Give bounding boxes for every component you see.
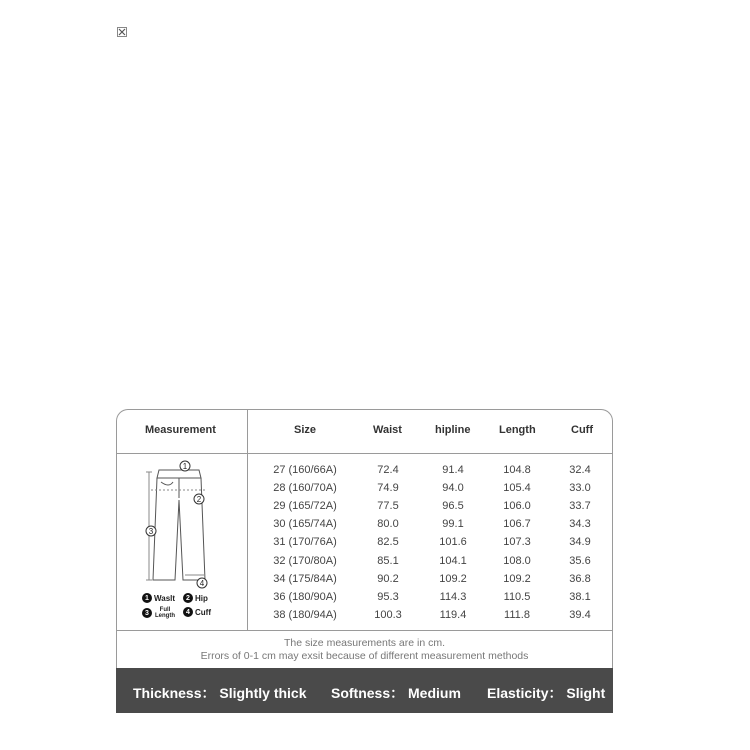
size-cell: 34 (175/84A): [273, 572, 337, 585]
header-hipline: hipline: [435, 424, 471, 436]
broken-image-icon: [117, 27, 127, 37]
header-cuff: Cuff: [571, 424, 593, 436]
legend-hip: 2 Hip: [183, 593, 208, 603]
value-cell: 96.5: [442, 500, 464, 513]
value-cell: 101.6: [439, 536, 467, 549]
legend-waist: 1 Waslt: [142, 593, 175, 603]
value-cell: 105.4: [503, 482, 531, 495]
value-cell: 100.3: [374, 608, 402, 621]
value-cell: 91.4: [442, 464, 464, 476]
size-cell: 30 (165/74A): [273, 518, 337, 531]
size-cell: 28 (160/70A): [273, 482, 337, 495]
value-cell: 109.2: [439, 572, 467, 585]
size-cell: 27 (160/66A): [273, 464, 337, 476]
value-cell: 33.7: [569, 500, 591, 513]
value-cell: 110.5: [503, 590, 531, 603]
legend-cuff: 4 Cuff: [183, 607, 211, 617]
note-units: The size measurements are in cm.: [283, 637, 446, 649]
value-cell: 39.4: [569, 608, 591, 621]
size-cell: 36 (180/90A): [273, 590, 337, 603]
value-cell: 34.9: [569, 536, 591, 549]
value-cell: 74.9: [377, 482, 399, 495]
softness-attr: Softness： Medium: [331, 685, 461, 701]
marker-3: 3: [148, 527, 154, 536]
header-measurement: Measurement: [145, 424, 216, 436]
size-chart: [116, 409, 613, 713]
legend-full-length: 3 Full Length: [142, 607, 176, 619]
value-cell: 111.8: [504, 608, 530, 621]
thickness-attr: Thickness： Slightly thick: [133, 685, 307, 701]
header-divider: [117, 453, 612, 454]
size-table: [116, 409, 613, 668]
value-cell: 77.5: [377, 500, 399, 513]
value-cell: 80.0: [377, 518, 399, 531]
size-cell: 31 (170/76A): [273, 536, 337, 549]
notes-divider: [117, 630, 612, 631]
header-length: Length: [499, 424, 536, 436]
note-errors: Errors of 0-1 cm may exsit because of different measurement methods: [200, 650, 529, 662]
size-cell: 29 (165/72A): [273, 500, 337, 513]
value-cell: 85.1: [377, 554, 399, 567]
value-cell: 36.8: [569, 572, 591, 585]
value-cell: 114.3: [439, 590, 467, 603]
value-cell: 106.0: [503, 500, 531, 513]
marker-4: 4: [199, 579, 205, 588]
value-cell: 72.4: [377, 464, 399, 476]
value-cell: 108.0: [503, 554, 531, 567]
pants-outline-icon: [139, 460, 229, 590]
value-cell: 104.8: [503, 464, 531, 476]
value-cell: 104.1: [439, 554, 467, 567]
header-waist: Waist: [373, 424, 402, 436]
elasticity-attr: Elasticity： Slight: [487, 685, 606, 701]
value-cell: 35.6: [569, 554, 591, 567]
marker-1: 1: [182, 462, 188, 471]
size-cell: 32 (170/80A): [273, 554, 337, 567]
value-cell: 82.5: [377, 536, 399, 549]
header-size: Size: [294, 424, 317, 436]
value-cell: 119.4: [439, 608, 467, 621]
value-cell: 107.3: [503, 536, 531, 549]
value-cell: 95.3: [377, 590, 399, 603]
value-cell: 33.0: [569, 482, 591, 495]
value-cell: 34.3: [569, 518, 591, 531]
column-divider: [247, 410, 248, 630]
pants-diagram: [139, 460, 229, 626]
value-cell: 106.7: [503, 518, 531, 531]
value-cell: 32.4: [569, 464, 591, 476]
value-cell: 99.1: [442, 518, 464, 531]
size-cell: 38 (180/94A): [273, 608, 337, 621]
attributes-bar: [116, 668, 613, 713]
value-cell: 94.0: [442, 482, 464, 495]
value-cell: 90.2: [377, 572, 399, 585]
value-cell: 38.1: [569, 590, 591, 603]
value-cell: 109.2: [503, 572, 531, 585]
marker-2: 2: [196, 495, 202, 504]
